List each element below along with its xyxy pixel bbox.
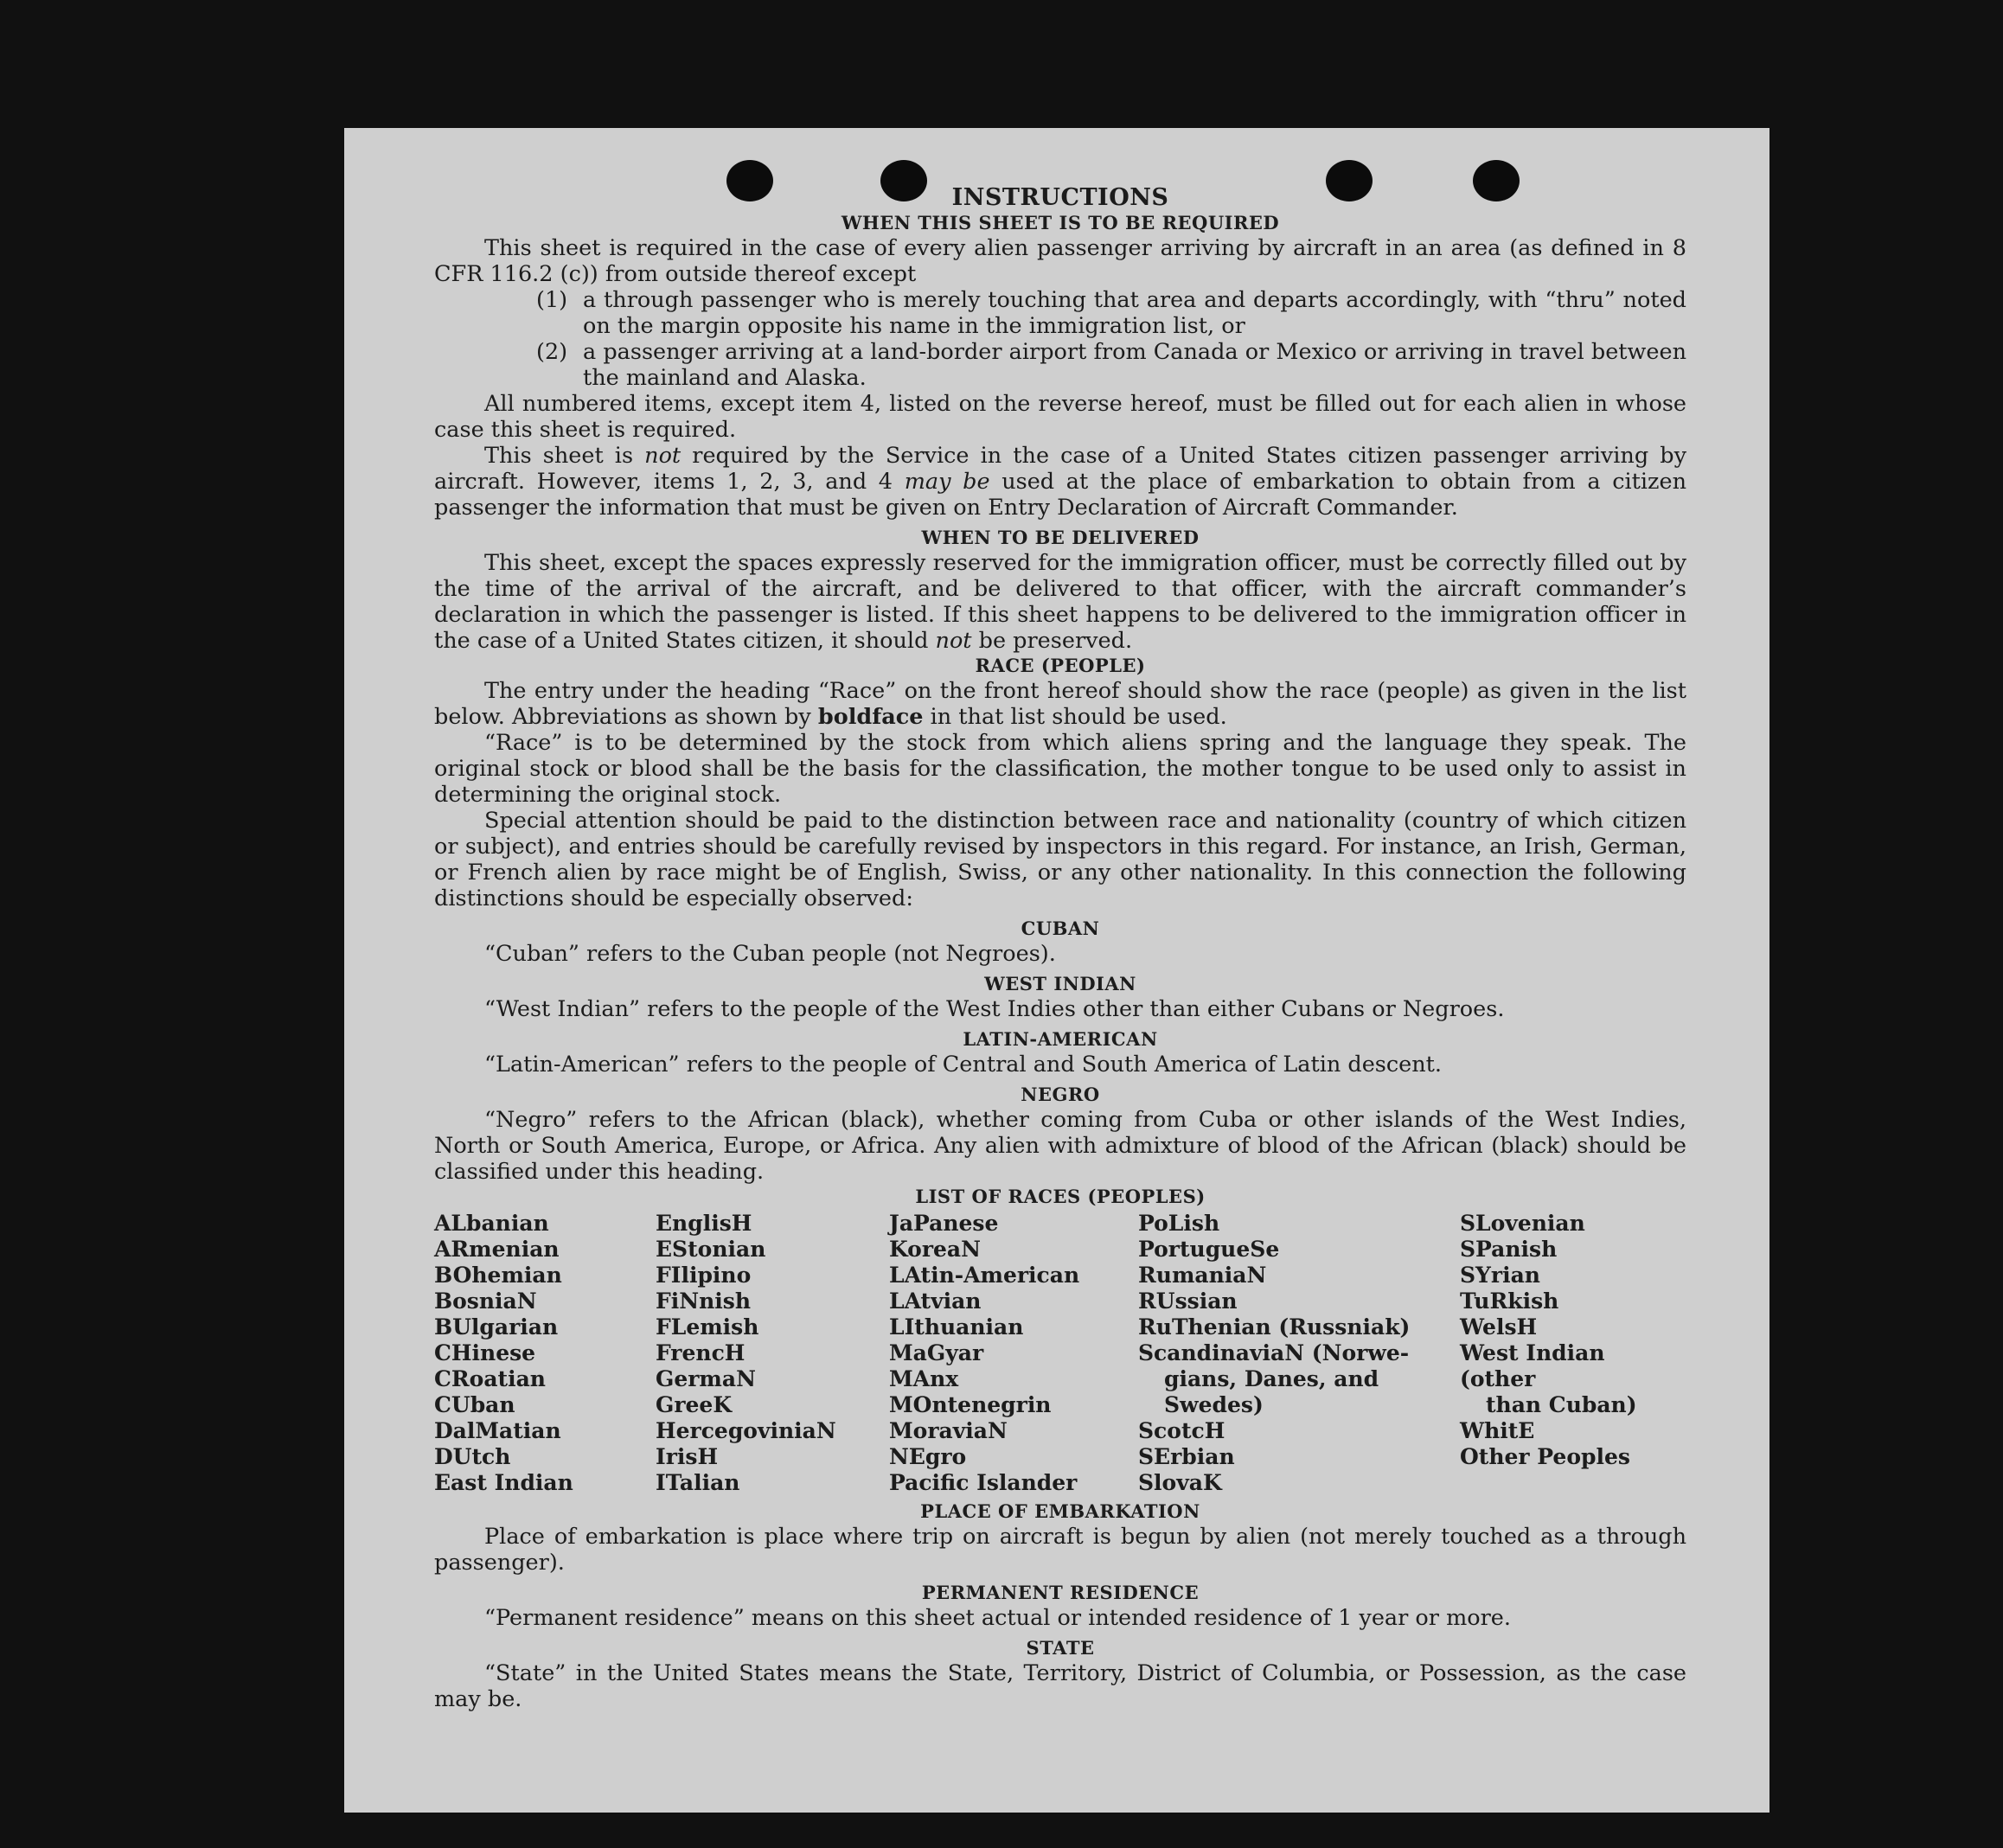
race-item-continued: gians, Danes, and bbox=[1164, 1366, 1379, 1391]
text-run: used at the place of embarkation to obtain from a citizen passenger the information that must be given on Entry Declaration of Aircraft Commander. bbox=[434, 469, 1687, 521]
races-column-2 bbox=[656, 1211, 889, 1496]
race-item: ITalian bbox=[656, 1470, 740, 1495]
para-numbered-items: All numbered items, except item 4, listed on the reverse hereof, must be filled out for each alien in whose case this sheet is required. bbox=[434, 391, 1686, 443]
race-item: PoLish bbox=[1138, 1211, 1220, 1236]
emphasis: not bbox=[644, 443, 682, 469]
race-item: SPanish bbox=[1460, 1237, 1558, 1262]
race-item: West Indian (other bbox=[1460, 1340, 1605, 1391]
heading-place-of-embarkation: PLACE OF EMBARKATION bbox=[920, 1500, 1200, 1522]
text-run: The entry under the heading “Race” on the front hereof should show the race (people) as given in the list below. bbox=[434, 678, 1686, 730]
race-item: DalMatian bbox=[434, 1418, 561, 1443]
text-run: required by the Service in the case of a United States citizen passenger arriving by aircraft. However, items 1, 2, 3, and 4 bbox=[434, 443, 1686, 495]
race-item: LAtin-American bbox=[889, 1263, 1080, 1288]
races-column-3 bbox=[889, 1211, 1138, 1496]
race-item: IrisH bbox=[656, 1444, 719, 1469]
para-cuban: “Cuban” refers to the Cuban people (not Negroes). bbox=[484, 941, 1056, 967]
para-state: “State” in the United States means the State, Territory, District of Columbia, or Possession, as the case may be. bbox=[434, 1660, 1686, 1712]
race-item: FiNnish bbox=[656, 1288, 752, 1314]
race-item: MoraviaN bbox=[889, 1418, 1008, 1443]
race-item: SlovaK bbox=[1138, 1470, 1222, 1495]
heading-latin-american: LATIN-AMERICAN bbox=[963, 1028, 1158, 1050]
para-negro: “Negro” refers to the African (black), whether coming from Cuba or other islands of the West Indies, North or South America, Europe, or Africa. Any alien with admixture of blood of the African (black) should be classified under this heading. bbox=[434, 1107, 1686, 1185]
races-column-5 bbox=[1460, 1211, 1686, 1496]
race-item: ALbanian bbox=[434, 1211, 549, 1236]
race-item: CUban bbox=[434, 1392, 515, 1417]
exception-number: (2) bbox=[536, 339, 568, 365]
text-run: This sheet, except the spaces expressly reserved for the immigration officer, must be correctly filled out by the time of the arrival of the aircraft, and be delivered to that officer, with the aircraft commander’s declaration in which the passenger is listed. If this sheet happens to be delivered to the immigration officer in the case of a United States citizen, it should bbox=[434, 550, 1686, 654]
heading-cuban: CUBAN bbox=[1021, 918, 1100, 939]
race-item: East Indian bbox=[434, 1470, 573, 1495]
para-required: This sheet is required in the case of every alien passenger arriving by aircraft in an area (as defined in 8 CFR 116.2 (c)) from outside thereof except bbox=[434, 235, 1686, 287]
race-item: WelsH bbox=[1460, 1314, 1538, 1340]
race-item: CRoatian bbox=[434, 1366, 546, 1391]
para-embarkation: Place of embarkation is place where trip on aircraft is begun by alien (not merely touched as a through passenger). bbox=[434, 1524, 1686, 1576]
para-latin-american: “Latin-American” refers to the people of Central and South America of Latin descent. bbox=[484, 1052, 1443, 1077]
para-delivered bbox=[434, 550, 1686, 654]
race-item: FrencH bbox=[656, 1340, 746, 1365]
heading-race: RACE (PEOPLE) bbox=[975, 655, 1146, 676]
para-race-nationality: Special attention should be paid to the distinction between race and nationality (country of which citizen or subject), and entries should be carefully revised by inspectors in this regard. For instance, an Irish, German, or French alien by race might be of English, Swiss, or any other nationality. In this connection the following distinctions should be especially observed: bbox=[434, 808, 1686, 911]
race-item: Other Peoples bbox=[1460, 1444, 1630, 1469]
race-item-continued: Swedes) bbox=[1164, 1392, 1264, 1417]
race-item: Pacific Islander bbox=[889, 1470, 1078, 1495]
race-item: MOntenegrin bbox=[889, 1392, 1052, 1417]
race-item: ScotcH bbox=[1138, 1418, 1225, 1443]
race-item: EnglisH bbox=[656, 1211, 752, 1236]
emphasis: not bbox=[935, 628, 972, 654]
race-item: MaGyar bbox=[889, 1340, 984, 1365]
race-item: RumaniaN bbox=[1138, 1263, 1267, 1288]
races-column-4 bbox=[1138, 1211, 1460, 1496]
text-run: be preserved. bbox=[971, 628, 1133, 654]
heading-negro: NEGRO bbox=[1021, 1084, 1100, 1105]
race-item: DUtch bbox=[434, 1444, 511, 1469]
races-list bbox=[434, 1211, 1686, 1496]
exception-item-2 bbox=[536, 339, 1686, 391]
race-item: BOhemian bbox=[434, 1263, 562, 1288]
race-item: BUlgarian bbox=[434, 1314, 559, 1340]
race-item: JaPanese bbox=[889, 1211, 999, 1236]
heading-west-indian: WEST INDIAN bbox=[984, 973, 1136, 994]
race-item: FIlipino bbox=[656, 1263, 752, 1288]
race-item: ARmenian bbox=[434, 1237, 560, 1262]
heading-when-delivered: WHEN TO BE DELIVERED bbox=[921, 527, 1200, 548]
heading-list-of-races: LIST OF RACES (PEOPLES) bbox=[915, 1186, 1206, 1207]
races-column-1 bbox=[434, 1211, 656, 1496]
emphasis: may be bbox=[904, 469, 990, 495]
race-item: WhitE bbox=[1460, 1418, 1535, 1443]
heading-permanent-residence: PERMANENT RESIDENCE bbox=[921, 1582, 1200, 1603]
race-item: LIthuanian bbox=[889, 1314, 1024, 1340]
race-item: NEgro bbox=[889, 1444, 967, 1469]
text-run: Abbreviations as shown by bbox=[504, 704, 818, 730]
exception-text: a passenger arriving at a land-border airport from Canada or Mexico or arriving in travel between the mainland and Alaska. bbox=[583, 339, 1686, 391]
heading-when-required: WHEN THIS SHEET IS TO BE REQUIRED bbox=[841, 212, 1280, 233]
race-item: RUssian bbox=[1138, 1288, 1238, 1314]
boldface-word: boldface bbox=[817, 704, 924, 730]
race-item: GreeK bbox=[656, 1392, 733, 1417]
race-item: CHinese bbox=[434, 1340, 536, 1365]
para-race-stock: “Race” is to be determined by the stock from which aliens spring and the language they speak. The original stock or blood shall be the basis for the classification, the mother tongue to be used only to assist in determining the original stock. bbox=[434, 730, 1686, 808]
document-sheet bbox=[344, 128, 1769, 1813]
page-title: INSTRUCTIONS bbox=[951, 184, 1169, 211]
exception-text: a through passenger who is merely touching that area and departs accordingly, with “thru” noted on the margin opposite his name in the immigration list, or bbox=[583, 287, 1686, 339]
race-item: LAtvian bbox=[889, 1288, 982, 1314]
exception-number: (1) bbox=[536, 287, 568, 313]
race-item: HercegoviniaN bbox=[656, 1418, 836, 1443]
race-item: KoreaN bbox=[889, 1237, 981, 1262]
race-item: SYrian bbox=[1460, 1263, 1540, 1288]
race-item-continued: than Cuban) bbox=[1486, 1392, 1637, 1417]
text-run: in that list should be used. bbox=[923, 704, 1227, 730]
para-west-indian: “West Indian” refers to the people of the West Indies other than either Cubans or Negroes. bbox=[484, 996, 1505, 1022]
instructions-content bbox=[434, 185, 1686, 1712]
race-item: SErbian bbox=[1138, 1444, 1235, 1469]
para-race-entry bbox=[434, 678, 1686, 730]
text-run: This sheet is bbox=[484, 443, 645, 469]
race-item: GermaN bbox=[656, 1366, 756, 1391]
para-residence: “Permanent residence” means on this sheet actual or intended residence of 1 year or more. bbox=[484, 1605, 1511, 1631]
para-not-required bbox=[434, 443, 1686, 521]
race-item: FLemish bbox=[656, 1314, 759, 1340]
race-item: EStonian bbox=[656, 1237, 766, 1262]
race-item: ScandinaviaN (Norwe- bbox=[1138, 1340, 1410, 1365]
exception-item-1 bbox=[536, 287, 1686, 339]
race-item: BosniaN bbox=[434, 1288, 537, 1314]
race-item: TuRkish bbox=[1460, 1288, 1559, 1314]
race-item: MAnx bbox=[889, 1366, 959, 1391]
race-item: PortugueSe bbox=[1138, 1237, 1280, 1262]
race-item: SLovenian bbox=[1460, 1211, 1585, 1236]
heading-state: STATE bbox=[1026, 1637, 1095, 1659]
race-item: RuThenian (Russniak) bbox=[1138, 1314, 1411, 1340]
